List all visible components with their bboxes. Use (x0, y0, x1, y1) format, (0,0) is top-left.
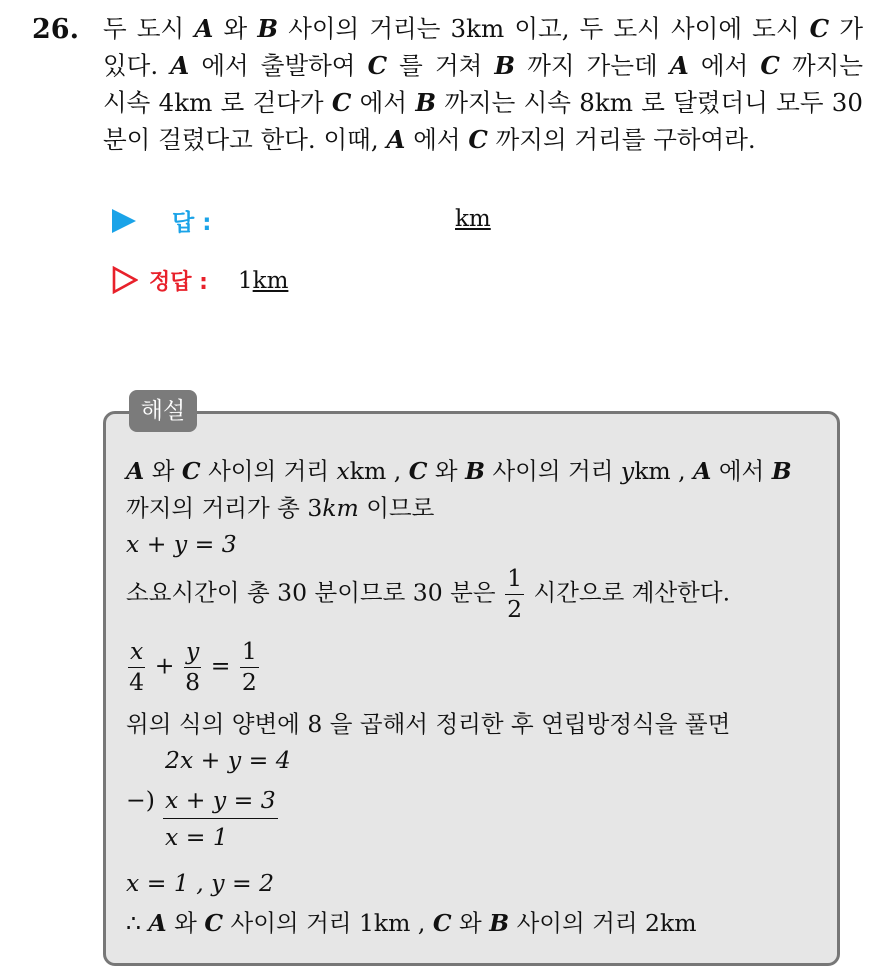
conclusion-line: ∴ A 와 C 사이의 거리 1km , C 와 B 사이의 거리 2km (126, 909, 697, 937)
subtraction-second: x + y = 3 (163, 786, 278, 814)
subtraction-result: x = 1 (165, 823, 228, 851)
correct-answer-value: 1km (238, 268, 289, 294)
question-line-2: 있다. A 에서 출발하여 C 를 거쳐 B 까지 가는데 A 에서 C 까지는 (103, 51, 863, 80)
question-number: 26. (32, 14, 79, 45)
question-line-4: 분이 걸렸다고 한다. 이때, A 에서 C 까지의 거리를 구하여라. (103, 125, 756, 154)
answer-label: 답 : (172, 210, 212, 236)
question-line-1: 두 도시 A 와 B 사이의 거리는 3km 이고, 두 도시 사이에 도시 C 가 (103, 14, 863, 43)
solution-tag: 해설 (129, 390, 197, 432)
subtraction-top: 2x + y = 4 (165, 746, 291, 774)
play-icon (112, 209, 136, 233)
equation-1: x + y = 3 (126, 530, 237, 558)
solution-line-4: 위의 식의 양변에 8 을 곱해서 정리한 후 연립방정식을 풀면 (126, 710, 731, 738)
correct-answer-label: 정답 : (149, 270, 208, 295)
outline-play-icon (112, 266, 138, 294)
solution-line-2: 까지의 거리가 총 3km 이므로 (126, 494, 435, 522)
subtraction-minus: −) (126, 786, 155, 814)
solution-line-1: A 와 C 사이의 거리 xkm , C 와 B 사이의 거리 ykm , A 에서 B (126, 457, 792, 485)
solution-line-3: 소요시간이 총 30 분이므로 30 분은 $\frac{1}{2}$ 시간으로 계산한다. (126, 564, 731, 623)
question-text (103, 10, 863, 158)
fraction-half: $\frac{1}{2}$ (507, 564, 523, 623)
equation-2: $\frac{x}{4}$ + $\frac{y}{8}$ = $\frac{1}{2}$ (129, 637, 257, 696)
answer-unit: km (455, 206, 491, 232)
question-line-3: 시속 4km 로 걷다가 C 에서 B 까지는 시속 8km 로 달렸더니 모두 30 (103, 88, 863, 117)
result-line: x = 1 , y = 2 (126, 869, 275, 897)
correct-answer-row (112, 263, 412, 303)
answer-row (112, 200, 532, 240)
